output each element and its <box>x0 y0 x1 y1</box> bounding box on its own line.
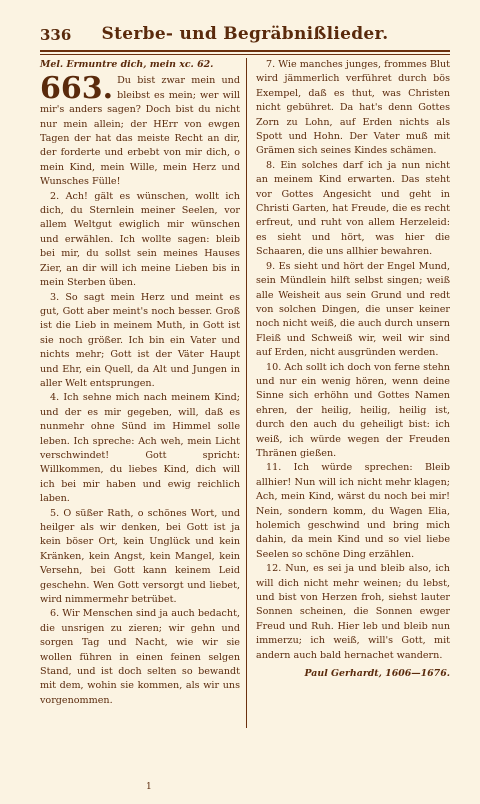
stanza-1-text: Du bist zwar mein und bleibst es mein; wer will mir's anders sagen? Doch bist du nicht nur mein allein; der HErr von ewgen Tagen der hat das meiste Recht an dir, der forderte und erbebt von mir dich, o mein Kind, mein Wille, mein Herz und Wunsches Fülle! <box>40 75 240 188</box>
running-title: Sterbe- und Begräbnißlieder. <box>101 24 389 44</box>
column-divider <box>246 58 247 728</box>
stanza-12: 12. Nun, es sei ja und bleib also, ich will dich nicht mehr weinen; du lebst, und bist von Herzen froh, siehst lauter Sonnen scheinen, die Sonnen ewger Freud und Ruh. Hier leb und bleib nun immerzu; ich weiß, will's Gott, mit andern auch bald hernachet wandern. <box>256 563 450 661</box>
left-column <box>40 58 240 708</box>
stanza-11: 11. Ich würde sprechen: Bleib allhier! Nun will ich nicht mehr klagen; Ach, mein Kind, wärst du noch bei mir! Nein, sondern komm, du Wagen Elia, holemich geschwind und bring mich dahin, da mein Kind und so viel liebe Seelen so schöne Ding erzählen. <box>256 462 450 560</box>
stanza-3: 3. So sagt mein Herz und meint es gut, Gott aber meint's noch besser. Groß ist die Lieb in meinem Muth, in Gott ist sie noch größer. Ich bin ein Vater und nichts mehr; Gott ist der Väter Haupt und Ehr, ein Quell, da Alt und Jungen in aller Welt entsprungen. <box>40 291 240 389</box>
stanza-6: 6. Wir Menschen sind ja auch bedacht, die unsrigen zu zieren; wir gehn und sorgen Tag und Nacht, wie wir sie wollen führen in einen feinen selgen Stand, und ist doch selten so bewandt mit dem, wohin sie kommen, als wir uns vorgenommen. <box>40 608 240 706</box>
stanza-4: 4. Ich sehne mich nach meinem Kind; und der es mir gegeben, will, daß es nunmehr ohne Sünd im Himmel solle leben. Ich spreche: Ach weh, mein Licht verschwindet! Gott spricht: Willkommen, du liebes Kind, dich will ich bei mir haben und ewig reichlich laben. <box>40 392 240 505</box>
header-rule-thin <box>40 54 450 55</box>
stanza-10: 10. Ach sollt ich doch von ferne stehn und nur ein wenig hören, wenn deine Sinne sich erhöhn und Gottes Namen ehren, der heilig, heilig, heilig ist, durch den auch du geheiligt bist: ich weiß, ich würde wegen der Freuden Thränen gießen. <box>256 361 450 459</box>
page-header <box>40 24 450 50</box>
stanza-2: 2. Ach! gält es wünschen, wollt ich dich, du Sternlein meiner Seelen, vor allem Weltgut ewiglich mir wünschen und erwählen. Ich wollte sagen: bleib bei mir, du sollst sein meines Hauses Zier, an dir will ich meine Lieben bis in mein Sterben üben. <box>40 190 240 289</box>
author-credit: Paul Gerhardt, 1606—1676. <box>304 668 450 680</box>
right-column <box>256 58 450 681</box>
stanza-1 <box>40 71 240 189</box>
stanza-7: 7. Wie manches junges, frommes Blut wird jämmerlich verführet durch bös Exempel, daß es thut, was Christen nicht gebühret. Da hat's denn Gottes Zorn zu Lohn, auf Erden nichts als Spott und Hohn. Der Vater muß mit Grämen sich seines Kindes schämen. <box>256 59 450 157</box>
stanza-5: 5. O süßer Rath, o schönes Wort, und heilger als wir denken, bei Gott ist ja kein böser Ort, kein Unglück und kein Kränken, kein Angst, kein Mangel, kein Versehn, bei Gott kann keinem Leid geschehn. Wen Gott versorgt und liebet, wird nimmermehr betrübet. <box>40 507 240 606</box>
melody-line: Mel. Ermuntre dich, mein xc. 62. <box>40 59 214 70</box>
page-number: 336 <box>40 26 72 44</box>
header-rule <box>40 50 450 52</box>
hymn-number: 663. <box>40 71 114 107</box>
footer-mark: 1 <box>146 782 152 792</box>
stanza-9: 9. Es sieht und hört der Engel Mund, sein Mündlein hilft selbst singen; weiß alle Weisheit aus sein Grund und redt von solchen Dingen, die unser keiner noch nicht weiß, die auch durch unsern Fleiß und Schweiß wir, weil wir sind auf Erden, nicht ausgründen werden. <box>256 260 450 359</box>
stanza-8: 8. Ein solches darf ich ja nun nicht an meinem Kind erwarten. Das steht vor Gottes Angesicht und geht in Christi Garten, hat Freude, die es recht erfreut, und ruht von allem Herzeleid: es sieht und hört, was hier die Schaaren, die uns allhier bewahren. <box>256 159 450 258</box>
